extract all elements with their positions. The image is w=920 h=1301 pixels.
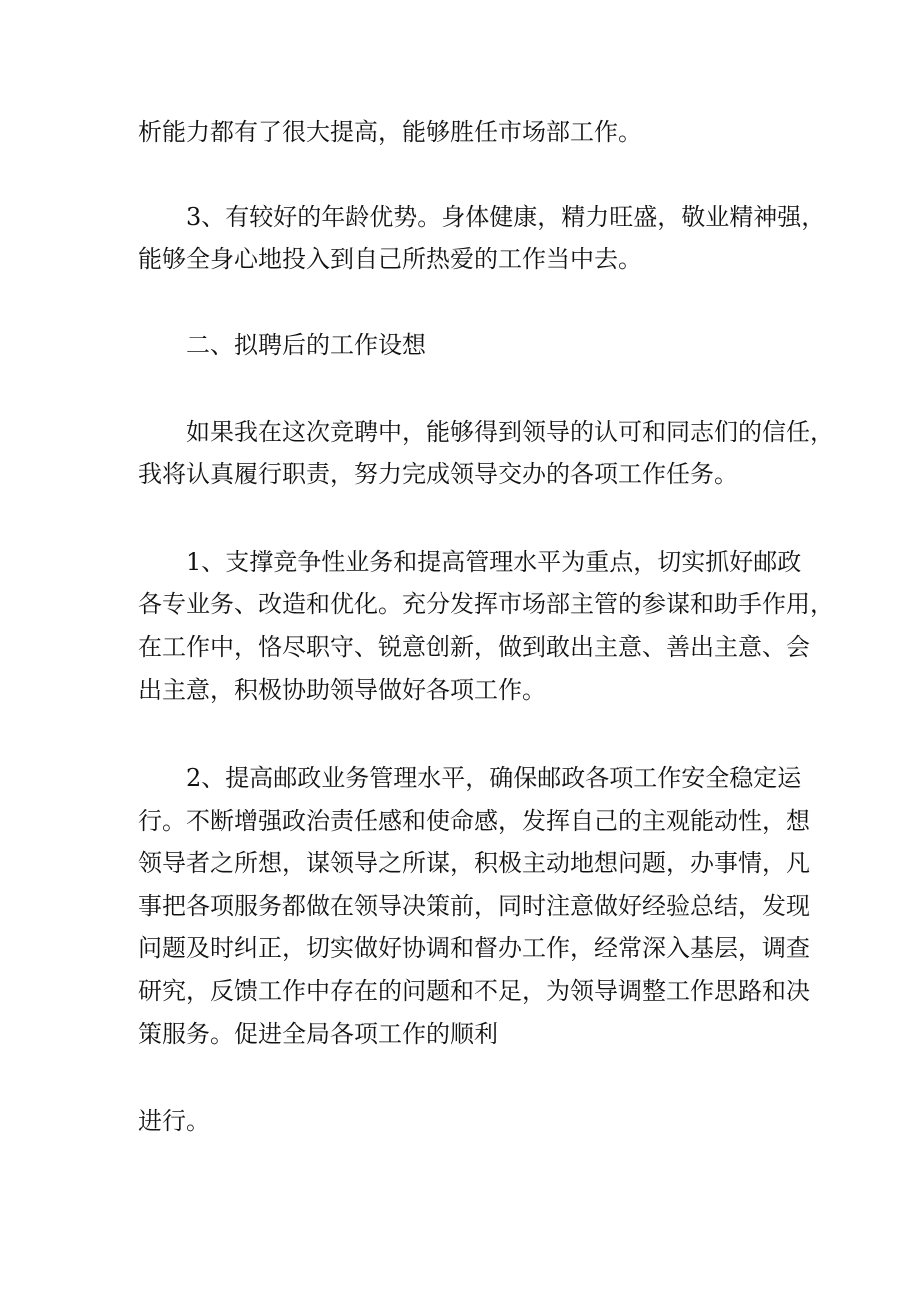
paragraph-line: 事把各项服务都做在领导决策前，同时注意做好经验总结，发现	[138, 892, 810, 920]
paragraph-line: 1、支撑竞争性业务和提高管理水平为重点，切实抓好邮政	[186, 548, 802, 576]
paragraph-line: 出主意，积极协助领导做好各项工作。	[138, 676, 546, 704]
paragraph-line: 能够全身心地投入到自己所热爱的工作当中去。	[138, 245, 642, 273]
paragraph-line: 各专业务、改造和优化。充分发挥市场部主管的参谋和助手作用，	[138, 590, 834, 618]
paragraph-line: 我将认真履行职责，努力完成领导交办的各项工作任务。	[138, 460, 738, 488]
paragraph-line: 2、提高邮政业务管理水平，确保邮政各项工作安全稳定运	[186, 764, 802, 792]
paragraph-line: 在工作中，恪尽职守、锐意创新，做到敢出主意、善出主意、会	[138, 633, 810, 661]
paragraph-line: 析能力都有了很大提高，能够胜任市场部工作。	[138, 118, 642, 146]
paragraph-line: 行。不断增强政治责任感和使命感，发挥自己的主观能动性，想	[138, 807, 810, 835]
paragraph-line: 3、有较好的年龄优势。身体健康，精力旺盛，敬业精神强，	[186, 203, 826, 231]
paragraph-line: 领导者之所想，谋领导之所谋，积极主动地想问题，办事情，凡	[138, 849, 810, 877]
section-heading: 二、拟聘后的工作设想	[186, 331, 426, 359]
paragraph-line: 进行。	[138, 1107, 210, 1135]
paragraph-line: 如果我在这次竞聘中，能够得到领导的认可和同志们的信任，	[186, 418, 834, 446]
paragraph-line: 问题及时纠正，切实做好协调和督办工作，经常深入基层，调查	[138, 934, 810, 962]
paragraph-line: 研究，反馈工作中存在的问题和不足，为领导调整工作思路和决	[138, 977, 810, 1005]
paragraph-line: 策服务。促进全局各项工作的顺利	[138, 1020, 498, 1048]
